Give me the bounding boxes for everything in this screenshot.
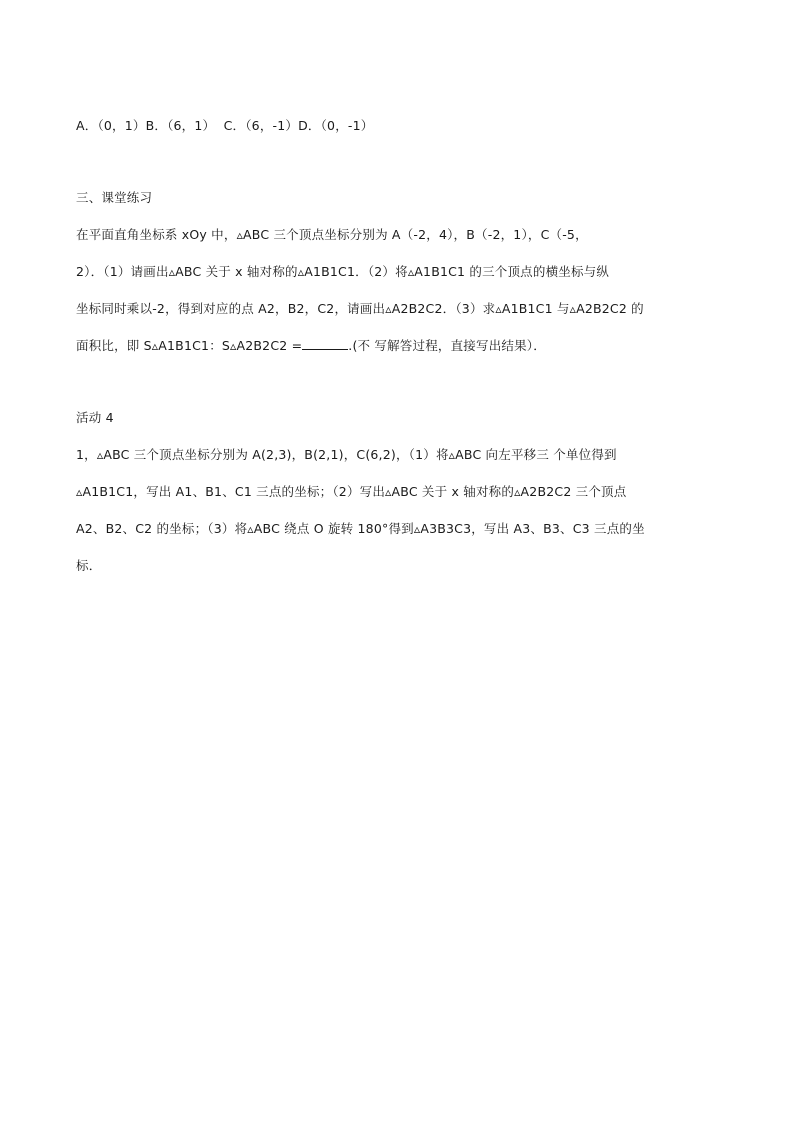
activity-text-line: 1，▵ABC 三个顶点坐标分别为 A(2,3)，B(2,1)，C(6,2)，（1）将▵ABC 向左平移三 个单位得到 (76, 447, 617, 462)
answer-blank[interactable] (302, 338, 348, 350)
activity-text-line: ▵A1B1C1，写出 A1、B1、C1 三点的坐标；（2）写出▵ABC 关于 x 轴对称的▵A2B2C2 三个顶点 (76, 484, 627, 499)
problem-text-line-with-blank (76, 338, 546, 354)
answer-options: A．（0，1）B．（6，1） C．（6，-1）D．（0，-1） (76, 118, 374, 133)
activity-text-line: 标． (76, 558, 102, 573)
section-heading-classroom-practice: 三、课堂练习 (76, 190, 153, 205)
area-ratio-prefix: 面积比，即 S▵A1B1C1：S▵A2B2C2 = (76, 338, 303, 353)
area-ratio-suffix: .(不 写解答过程，直接写出结果）． (348, 338, 546, 353)
problem-text-line: 在平面直角坐标系 xOy 中，▵ABC 三个顶点坐标分别为 A（-2，4），B（-2，1），C（-5， (76, 227, 588, 242)
problem-text-line: 坐标同时乘以-2，得到对应的点 A2，B2，C2，请画出▵A2B2C2．（3）求▵A1B1C1 与▵A2B2C2 的 (76, 301, 644, 316)
activity-text-line: A2、B2、C2 的坐标；（3）将▵ABC 绕点 O 旋转 180°得到▵A3B3C3，写出 A3、B3、C3 三点的坐 (76, 521, 645, 536)
section-heading-activity-4: 活动 4 (76, 410, 114, 425)
problem-text-line: 2）．（1）请画出▵ABC 关于 x 轴对称的▵A1B1C1．（2）将▵A1B1C1 的三个顶点的横坐标与纵 (76, 264, 610, 279)
